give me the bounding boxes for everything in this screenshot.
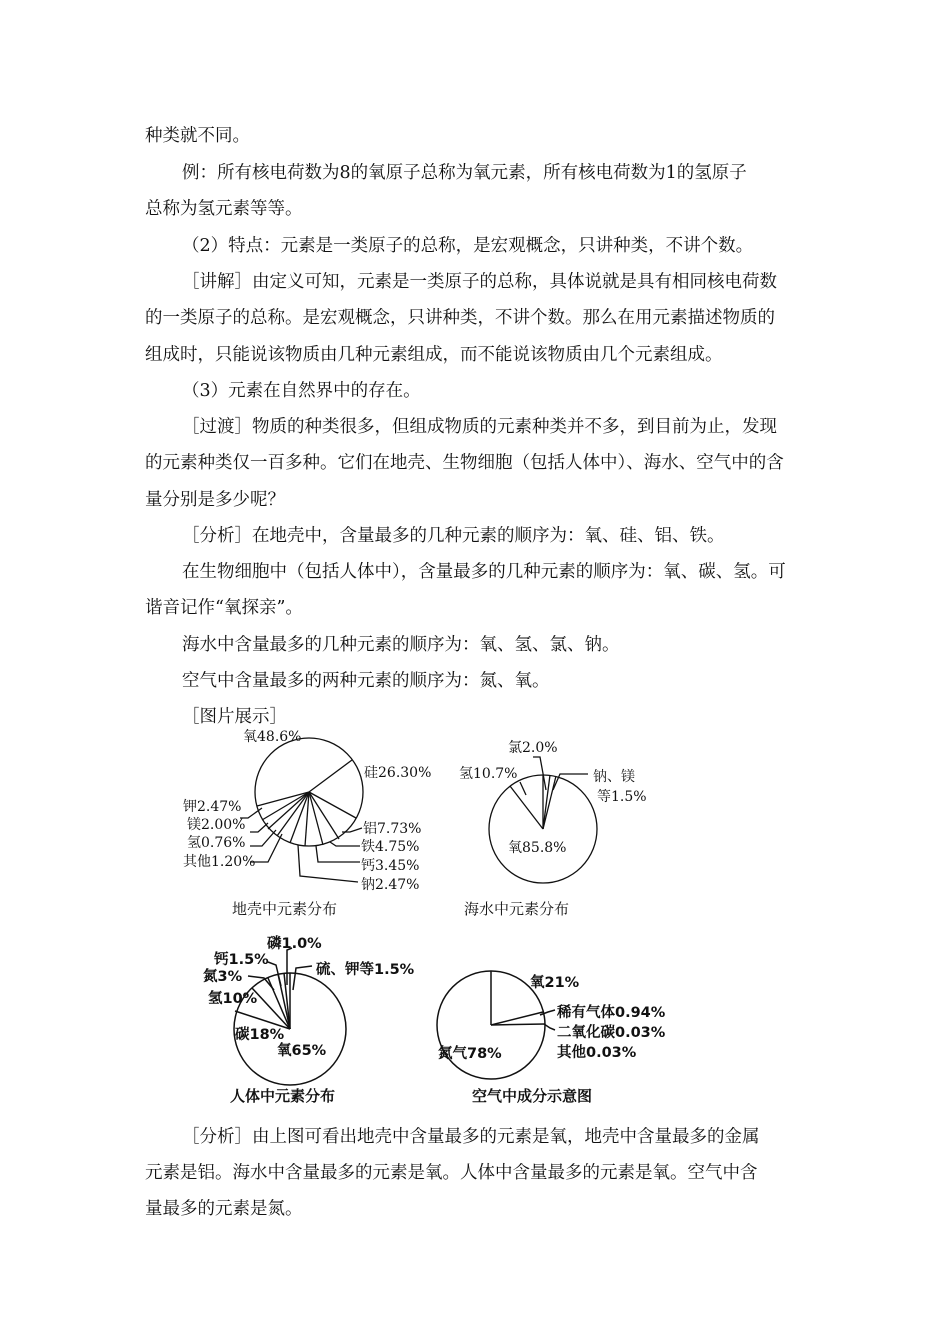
crust-label: 氧48.6% [243, 729, 302, 745]
body-label: 磷1.0% [267, 936, 322, 952]
crust-leader-line [342, 828, 362, 832]
crust-label: 镁2.00% [187, 817, 246, 833]
air-labels [438, 973, 666, 1105]
paragraph-line: 量分别是多少呢？ [145, 490, 285, 510]
paragraph-line: 空气中含量最多的两种元素的顺序为：氮、氧。 [182, 671, 550, 691]
seawater-slice-boundary [543, 775, 550, 829]
crust-slice-boundary [277, 792, 309, 836]
paragraph-line: 的元素种类仅一百多种。它们在地壳、生物细胞（包括人体中）、海水、空气中的含 [145, 453, 784, 473]
paragraph-line: 组成时，只能说该物质由几种元素组成，而不能说该物质由几个元素组成。 [145, 345, 723, 365]
crust-slice-boundary [309, 792, 356, 818]
body-leader-line [293, 966, 312, 990]
seawater-label: 氯2.0% [508, 740, 558, 756]
air-label: 其他0.03% [557, 1045, 637, 1061]
crust-slice-boundary [309, 792, 339, 839]
paragraph-line: （2）特点：元素是一类原子的总称，是宏观概念，只讲种类，不讲个数。 [182, 236, 754, 256]
body-label: 氮3% [203, 969, 243, 985]
paragraph-line: （3）元素在自然界中的存在。 [182, 381, 421, 401]
paragraph-line: 量最多的元素是氮。 [145, 1199, 303, 1219]
body-label: 碳18% [235, 1027, 285, 1043]
seawater-leader-line [533, 757, 546, 790]
crust-label: 钠2.47% [361, 877, 420, 893]
paragraph-line: 总称为氢元素等等。 [145, 199, 303, 219]
seawater-label: 钠、镁 [593, 769, 635, 785]
seawater-label: 等1.5% [597, 789, 647, 805]
crust-slice-boundary [309, 760, 352, 792]
air-slice-boundary [491, 1012, 543, 1025]
paragraph-line: 种类就不同。 [145, 126, 250, 146]
crust-label: 钙3.45% [361, 858, 420, 874]
seawater-label: 氢10.7% [459, 766, 518, 782]
seawater-slice-boundary [510, 786, 543, 829]
crust-leader-line [316, 846, 360, 862]
air-label: 稀有气体0.94% [557, 1005, 666, 1021]
air-label: 氮气78% [438, 1046, 502, 1062]
paragraph-line: ［讲解］由定义可知，元素是一类原子的总称，具体说就是具有相同核电荷数 [182, 272, 777, 292]
paragraph-line: ［分析］在地壳中，含量最多的几种元素的顺序为：氧、硅、铝、铁。 [182, 526, 725, 546]
body-label: 钙1.5% [214, 952, 269, 968]
crust-label: 氢0.76% [187, 835, 246, 851]
paragraph-line: ［过渡］物质的种类很多，但组成物质的元素种类并不多，到目前为止，发现 [182, 417, 777, 437]
air-chart-title: 空气中成分示意图 [472, 1087, 593, 1105]
seawater-label: 氧85.8% [508, 840, 567, 856]
paragraph-line: 在生物细胞中（包括人体中），含量最多的几种元素的顺序为：氧、碳、氢。可 [182, 562, 786, 582]
air-label: 二氧化碳0.03% [557, 1025, 666, 1041]
paragraph-line: ［图片展示］ [182, 707, 287, 727]
paragraph-line: 海水中含量最多的几种元素的顺序为：氧、氢、氯、钠。 [182, 635, 620, 655]
paragraph-line: 的一类原子的总称。是宏观概念，只讲种类，不讲个数。那么在用元素描述物质的 [145, 308, 775, 328]
paragraph-line: 例：所有核电荷数为8的氧原子总称为氧元素，所有核电荷数为1的氢原子 [182, 163, 747, 183]
crust-slice-boundary [309, 792, 323, 845]
body-chart-title: 人体中元素分布 [230, 1087, 336, 1105]
seawater-chart-title: 海水中元素分布 [464, 900, 570, 918]
crust-label: 其他1.20% [183, 854, 256, 870]
crust-label: 钾2.47% [183, 799, 242, 815]
paragraph-line: ［分析］由上图可看出地壳中含量最多的元素是氧，地壳中含量最多的金属 [182, 1127, 760, 1147]
air-label: 氧21% [530, 975, 580, 991]
crust-slice-boundary [262, 792, 309, 820]
crust-chart-title: 地壳中元素分布 [232, 900, 338, 918]
crust-label: 铁4.75% [361, 839, 420, 855]
crust-label: 铝7.73% [363, 821, 422, 837]
air-slice-boundary [491, 1024, 545, 1025]
crust-leader-line [298, 845, 358, 882]
crust-leader-line [330, 842, 360, 846]
paragraph-line: 谐音记作“氧探亲”。 [145, 598, 303, 618]
seawater-leader-line [520, 782, 526, 795]
body-label: 硫、钾等1.5% [316, 962, 415, 978]
body-label: 氢10% [208, 991, 258, 1007]
crust-label: 硅26.30% [364, 765, 432, 781]
body-label: 氧65% [277, 1043, 327, 1059]
paragraph-line: 元素是铝。海水中含量最多的元素是氧。人体中含量最多的元素是氧。空气中含 [145, 1163, 758, 1183]
seawater-labels [459, 740, 647, 918]
crust-pie-chart [240, 738, 363, 882]
